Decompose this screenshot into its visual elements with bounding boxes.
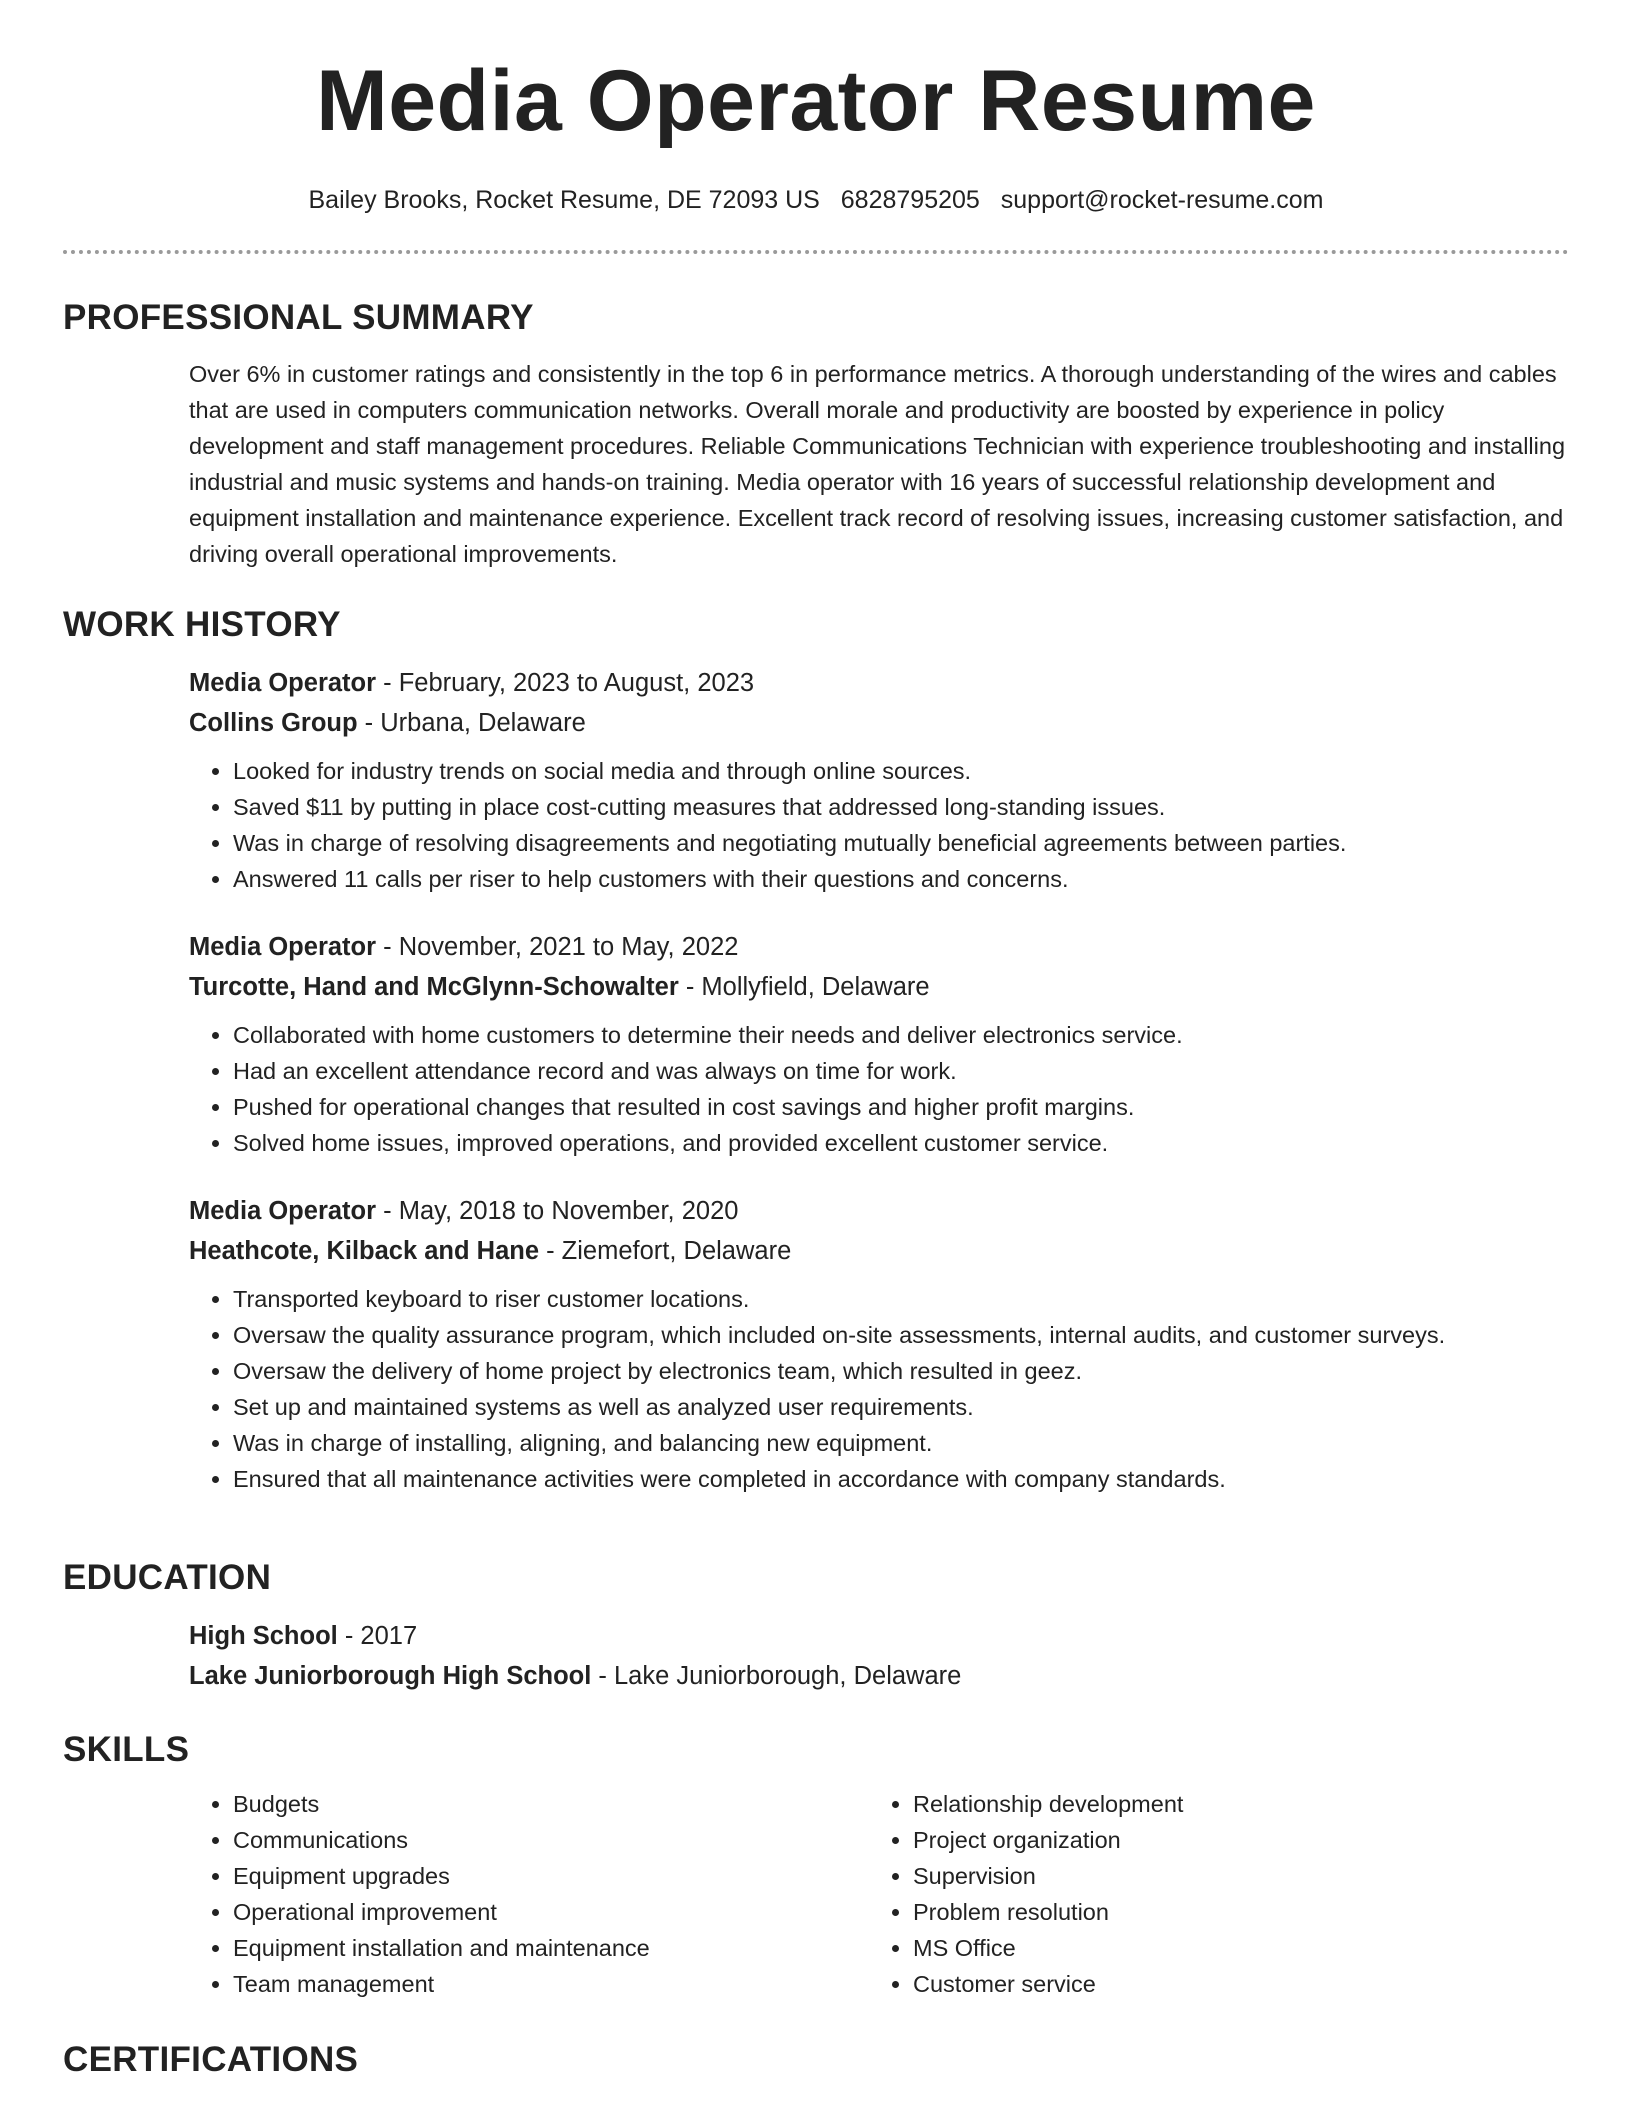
- section-heading-work: WORK HISTORY: [63, 605, 341, 644]
- summary-section: [63, 298, 1569, 572]
- page-title: Media Operator Resume: [316, 53, 1316, 149]
- list-item: • Solved home issues, improved operations, and provided excellent customer service.: [233, 1125, 1569, 1161]
- job-bullets: [189, 1017, 1569, 1161]
- list-item: • Transported keyboard to riser customer locations.: [233, 1281, 1569, 1317]
- contact-address: Bailey Brooks, Rocket Resume, DE 72093 US: [308, 186, 820, 214]
- section-heading-education: EDUCATION: [63, 1558, 272, 1597]
- list-item: • Saved $11 by putting in place cost-cutting measures that addressed long-standing issues.: [233, 789, 1569, 825]
- skill-item: • Problem resolution: [913, 1894, 1549, 1930]
- job-title: Media Operator: [189, 1197, 377, 1225]
- education-section: [63, 1558, 1569, 1696]
- list-item: • Collaborated with home customers to determine their needs and deliver electronics service.: [233, 1017, 1569, 1053]
- education-degree-line: [189, 1616, 1569, 1656]
- job-dates: - February, 2023 to August, 2023: [376, 669, 755, 697]
- list-item: • Answered 11 calls per riser to help customers with their questions and concerns.: [233, 861, 1569, 897]
- skill-item: • MS Office: [913, 1930, 1549, 1966]
- job-company-line: [189, 967, 1569, 1007]
- list-item: • Was in charge of installing, aligning, and balancing new equipment.: [233, 1425, 1569, 1461]
- list-item: • Had an excellent attendance record and was always on time for work.: [233, 1053, 1569, 1089]
- job-bullets: [189, 1281, 1569, 1497]
- work-history-section: [63, 605, 1569, 1497]
- skills-columns: [189, 1786, 1569, 2002]
- skill-item: • Relationship development: [913, 1786, 1549, 1822]
- job-title: Media Operator: [189, 933, 377, 961]
- job-company-line: [189, 1231, 1569, 1271]
- contact-line: [0, 184, 1632, 216]
- contact-phone: 6828795205: [840, 186, 980, 214]
- list-item: • Oversaw the delivery of home project by electronics team, which resulted in geez.: [233, 1353, 1569, 1389]
- list-item: • Was in charge of resolving disagreements and negotiating mutually beneficial agreements between parties.: [233, 825, 1569, 861]
- skills-list-left: [189, 1786, 869, 2002]
- education-year: - 2017: [337, 1622, 418, 1650]
- section-heading-summary: PROFESSIONAL SUMMARY: [63, 298, 534, 337]
- job-company: Collins Group: [189, 709, 358, 737]
- job-location: - Ziemefort, Delaware: [539, 1237, 792, 1265]
- list-item: • Looked for industry trends on social media and through online sources.: [233, 753, 1569, 789]
- job-company: Turcotte, Hand and McGlynn-Schowalter: [189, 973, 679, 1001]
- job-location: - Urbana, Delaware: [357, 709, 586, 737]
- job-entry: [189, 1191, 1569, 1497]
- job-title: Media Operator: [189, 669, 377, 697]
- section-heading-skills: SKILLS: [63, 1730, 190, 1769]
- section-heading-certifications: CERTIFICATIONS: [63, 2040, 359, 2079]
- skill-item: • Team management: [233, 1966, 869, 2002]
- certifications-section: [63, 2040, 1569, 2080]
- job-title-line: [189, 1191, 1569, 1231]
- job-company: Heathcote, Kilback and Hane: [189, 1237, 540, 1265]
- job-entry: [189, 927, 1569, 1161]
- job-bullets: [189, 753, 1569, 897]
- skill-item: • Operational improvement: [233, 1894, 869, 1930]
- skill-item: • Equipment upgrades: [233, 1858, 869, 1894]
- skills-section: [63, 1730, 1569, 2002]
- job-title-line: [189, 927, 1569, 967]
- job-entry: [189, 663, 1569, 897]
- job-company-line: [189, 703, 1569, 743]
- skill-item: • Budgets: [233, 1786, 869, 1822]
- job-dates: - May, 2018 to November, 2020: [376, 1197, 739, 1225]
- job-dates: - November, 2021 to May, 2022: [376, 933, 739, 961]
- skill-item: • Supervision: [913, 1858, 1549, 1894]
- education-location: - Lake Juniorborough, Delaware: [591, 1662, 962, 1690]
- job-title-line: [189, 663, 1569, 703]
- education-school-line: [189, 1656, 1569, 1696]
- contact-email: support@rocket-resume.com: [1000, 186, 1324, 214]
- list-item: • Pushed for operational changes that resulted in cost savings and higher profit margins.: [233, 1089, 1569, 1125]
- education-degree: High School: [189, 1622, 338, 1650]
- header-divider: [63, 250, 1569, 254]
- list-item: • Ensured that all maintenance activities were completed in accordance with company standards.: [233, 1461, 1569, 1497]
- skill-item: • Project organization: [913, 1822, 1549, 1858]
- skill-item: • Customer service: [913, 1966, 1549, 2002]
- education-school: Lake Juniorborough High School: [189, 1662, 592, 1690]
- skill-item: • Equipment installation and maintenance: [233, 1930, 869, 1966]
- job-location: - Mollyfield, Delaware: [678, 973, 930, 1001]
- skill-item: • Communications: [233, 1822, 869, 1858]
- skills-list-right: [869, 1786, 1549, 2002]
- list-item: • Set up and maintained systems as well as analyzed user requirements.: [233, 1389, 1569, 1425]
- summary-text: Over 6% in customer ratings and consistently in the top 6 in performance metrics. A thorough understanding of the wires and cables that are used in computers communication networks. Overall morale and productivity are boosted by experience in policy development and staff management procedures. Reliable Communications Technician with experience troubleshooting and installing industrial and music systems and hands-on training. Media operator with 16 years of successful relationship development and equipment installation and maintenance experience. Excellent track record of resolving issues, increasing customer satisfaction, and driving overall operational improvements.: [189, 361, 1566, 567]
- list-item: • Oversaw the quality assurance program, which included on-site assessments, internal audits, and customer surveys.: [233, 1317, 1569, 1353]
